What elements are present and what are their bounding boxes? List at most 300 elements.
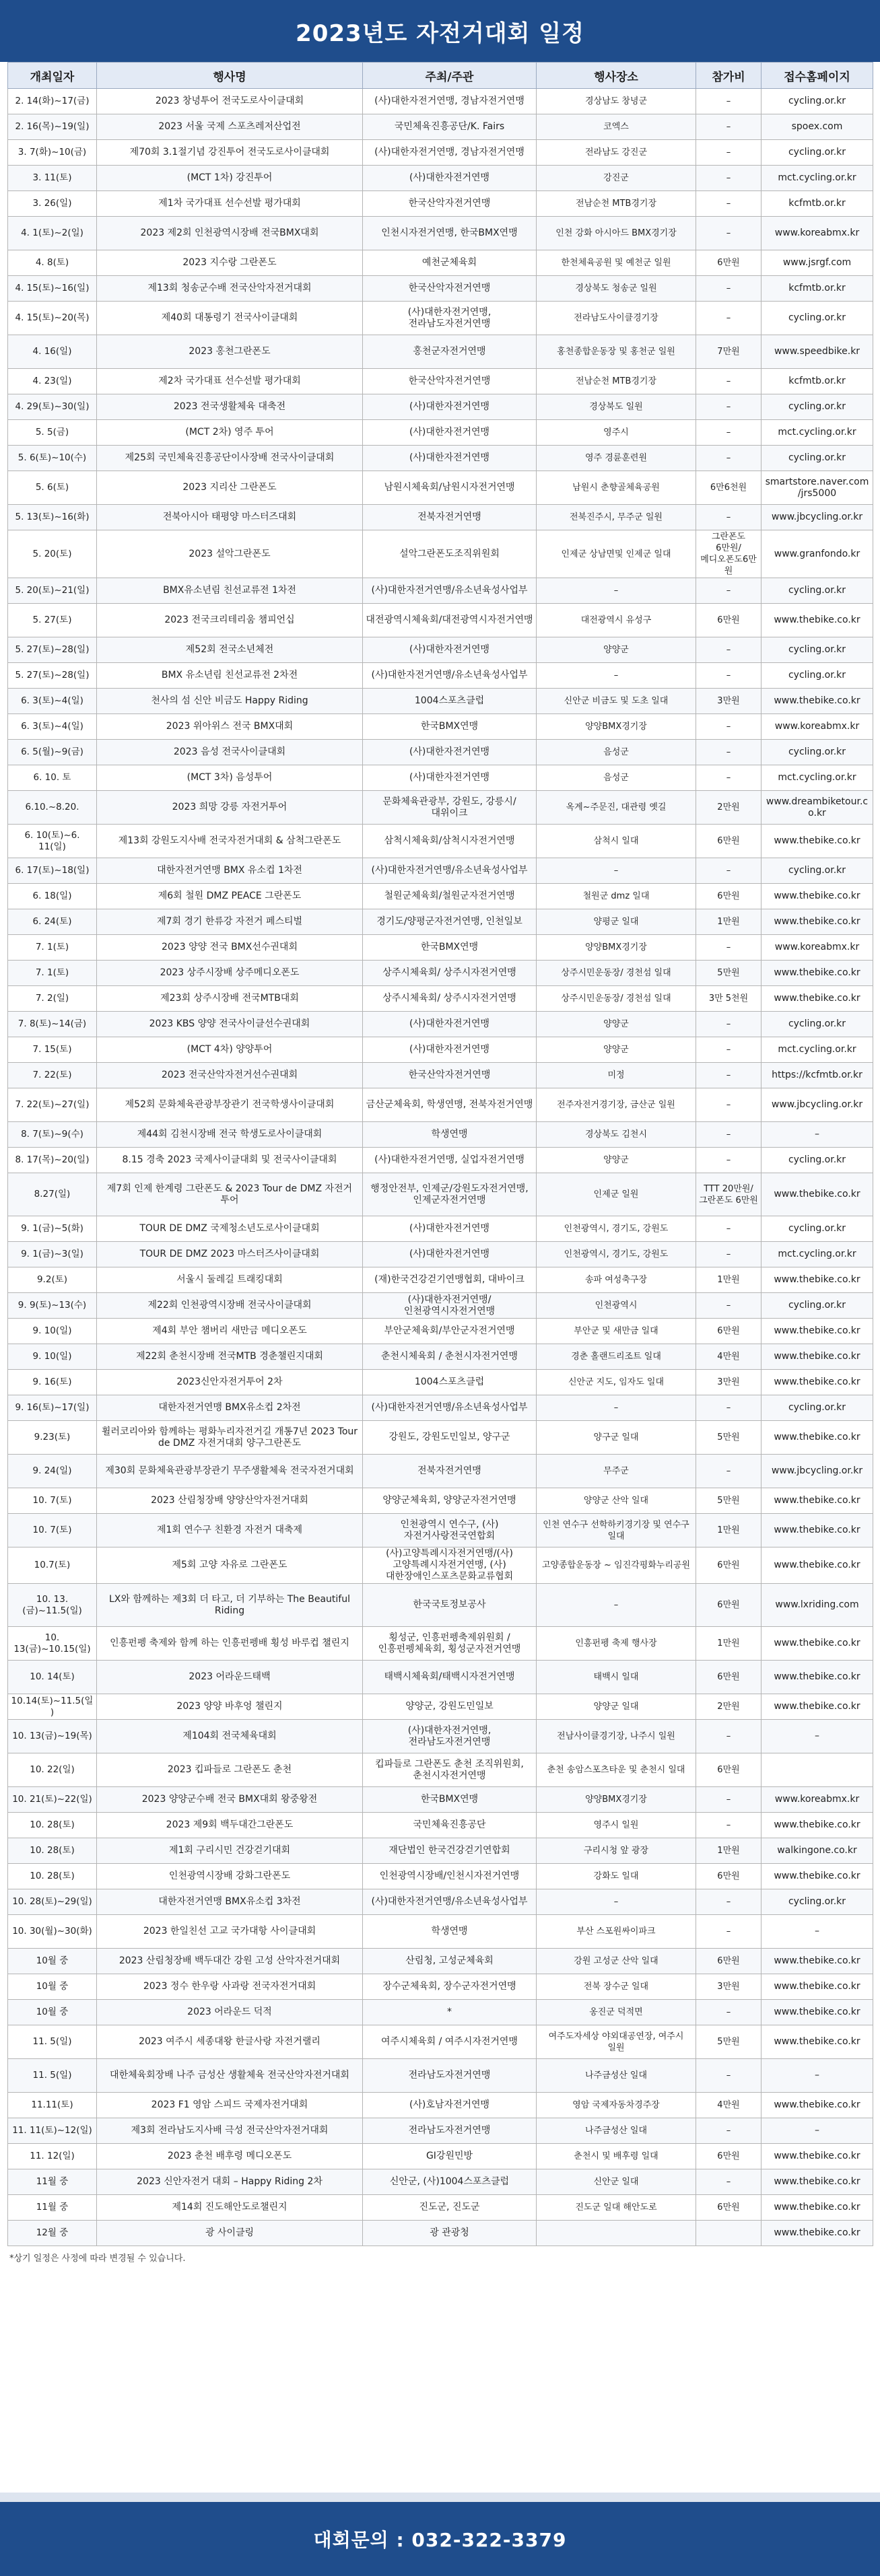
fee-cell: 5만원 [696, 2025, 761, 2059]
host-cell: (사)대한자전거연맹/유소년육성사업부 [363, 1395, 537, 1421]
date-cell: 9. 16(토)~17(일) [8, 1395, 97, 1421]
website-cell[interactable]: cycling.or.kr [761, 1216, 873, 1242]
table-row [8, 1547, 873, 1584]
website-cell[interactable]: www.thebike.co.kr [761, 1344, 873, 1370]
venue-cell: 부안군 및 새만금 일대 [537, 1319, 696, 1344]
venue-cell: 남원시 춘향골체육공원 [537, 471, 696, 505]
website-cell[interactable]: www.thebike.co.kr [761, 961, 873, 986]
table-row [8, 1122, 873, 1148]
venue-cell: 양양BMX경기장 [537, 1787, 696, 1813]
footnote: *상기 일정은 사정에 따라 변경될 수 있습니다. [9, 2254, 186, 2264]
table-row [8, 1216, 873, 1242]
website-cell[interactable]: www.thebike.co.kr [761, 2195, 873, 2221]
host-cell: 학생연맹 [363, 1122, 537, 1148]
website-cell[interactable]: www.thebike.co.kr [761, 2093, 873, 2118]
website-cell[interactable]: kcfmtb.or.kr [761, 276, 873, 302]
host-cell: 인천광역시장배/인천시자전거연맹 [363, 1864, 537, 1889]
event-name-cell: 제40회 대통령기 전국사이클대회 [97, 302, 363, 335]
date-cell: 6.10.~8.20. [8, 791, 97, 825]
venue-cell: 양양군 [537, 637, 696, 663]
table-row [8, 689, 873, 714]
event-name-cell: 제52회 전국소년체전 [97, 637, 363, 663]
website-cell[interactable]: mct.cycling.or.kr [761, 1037, 873, 1063]
host-cell: (사)대한자전거연맹/유소년육성사업부 [363, 578, 537, 604]
website-cell[interactable]: www.thebike.co.kr [761, 604, 873, 637]
date-cell: 6. 3(토)~4(일) [8, 714, 97, 740]
venue-cell: 전남순천 MTB경기장 [537, 369, 696, 394]
event-name-cell: 2023 희망 강릉 자전거투어 [97, 791, 363, 825]
fee-cell: – [696, 1242, 761, 1267]
website-cell[interactable]: www.jsrgf.com [761, 250, 873, 276]
host-cell: (사)대한자전거연맹 [363, 446, 537, 471]
event-name-cell: 2023 지수랑 그란폰도 [97, 250, 363, 276]
venue-cell: 대전광역시 유성구 [537, 604, 696, 637]
title-bar [0, 0, 880, 62]
event-name-cell: 2023 한일친선 고교 국가대항 사이클대회 [97, 1915, 363, 1949]
website-cell[interactable]: cycling.or.kr [761, 1293, 873, 1319]
website-cell[interactable]: mct.cycling.or.kr [761, 166, 873, 191]
event-name-cell: 천사의 섬 신안 비금도 Happy Riding [97, 689, 363, 714]
table-row [8, 2025, 873, 2059]
event-name-cell: 2023 양양 바후엉 챌린지 [97, 1694, 363, 1720]
venue-cell: 경상북도 김천시 [537, 1122, 696, 1148]
date-cell: 10월 중 [8, 2000, 97, 2025]
event-name-cell: 제70회 3.1절기념 강진투어 전국도로사이클대회 [97, 140, 363, 166]
table-row [8, 166, 873, 191]
website-cell[interactable]: cycling.or.kr [761, 637, 873, 663]
table-row [8, 791, 873, 825]
website-cell[interactable]: www.thebike.co.kr [761, 1173, 873, 1216]
date-cell: 10. 14(토) [8, 1661, 97, 1694]
table-row [8, 2059, 873, 2093]
fee-cell: 3만 5천원 [696, 986, 761, 1012]
table-row [8, 89, 873, 114]
table-row [8, 1088, 873, 1122]
date-cell: 10월 중 [8, 1974, 97, 2000]
website-cell[interactable]: cycling.or.kr [761, 663, 873, 689]
table-row [8, 140, 873, 166]
fee-cell: 5만원 [696, 1421, 761, 1455]
host-cell: 1004스포츠클럽 [363, 689, 537, 714]
event-name-cell: 2023신안자전거투어 2차 [97, 1370, 363, 1395]
host-cell: 예천군체육회 [363, 250, 537, 276]
event-name-cell: 2023 어라운드 덕적 [97, 2000, 363, 2025]
website-cell[interactable]: www.jbcycling.or.kr [761, 1455, 873, 1488]
date-cell: 7. 8(토)~14(금) [8, 1012, 97, 1037]
fee-cell: 5만원 [696, 1488, 761, 1514]
table-row [8, 1864, 873, 1889]
date-cell: 10. 28(토)~29(일) [8, 1889, 97, 1915]
fee-cell: – [696, 663, 761, 689]
fee-cell: 3만원 [696, 689, 761, 714]
event-name-cell: TOUR DE DMZ 국제청소년도로사이클대회 [97, 1216, 363, 1242]
event-name-cell: 2023 지리산 그란폰도 [97, 471, 363, 505]
table-row [8, 961, 873, 986]
website-cell[interactable]: www.koreabmx.kr [761, 217, 873, 250]
venue-cell: 나주금성산 일대 [537, 2059, 696, 2093]
venue-cell: 양양BMX경기장 [537, 935, 696, 961]
table-row [8, 1915, 873, 1949]
host-cell: 횡성군, 인흥펀펭축제위원회 / 인흥펀펭체육회, 횡성군자전거연맹 [363, 1627, 537, 1661]
table-row [8, 1584, 873, 1627]
fee-cell: 6만원 [696, 1949, 761, 1974]
fee-cell: – [696, 1915, 761, 1949]
venue-cell: 철원군 dmz 일대 [537, 884, 696, 909]
fee-cell: 6만원 [696, 825, 761, 858]
venue-cell: 양양군 일대 [537, 1694, 696, 1720]
host-cell: 한국국토정보공사 [363, 1584, 537, 1627]
date-cell: 4. 1(토)~2(일) [8, 217, 97, 250]
date-cell: 9. 1(금)~5(화) [8, 1216, 97, 1242]
date-cell: 9. 24(일) [8, 1455, 97, 1488]
date-cell: 5. 27(토) [8, 604, 97, 637]
event-name-cell: 인흥펀펭 축제와 함께 하는 인흥펀펭배 횡성 바루컵 챌린지 [97, 1627, 363, 1661]
event-name-cell: 제2차 국가대표 선수선발 평가대회 [97, 369, 363, 394]
table-row [8, 276, 873, 302]
website-cell[interactable]: cycling.or.kr [761, 578, 873, 604]
table-row [8, 1242, 873, 1267]
date-cell: 5. 20(토) [8, 530, 97, 578]
table-row [8, 1813, 873, 1838]
host-cell: 한국산악자전거연맹 [363, 191, 537, 217]
host-cell: (사)대한자전거연맹, 전라남도자전거연맹 [363, 302, 537, 335]
host-cell: (사)대한자전거연맹/인천광역시자전거연맹 [363, 1293, 537, 1319]
website-cell[interactable]: www.thebike.co.kr [761, 1547, 873, 1584]
event-name-cell: 2023 설악그란폰도 [97, 530, 363, 578]
venue-cell: 옥계~주문진, 대관령 옛길 [537, 791, 696, 825]
venue-cell [537, 2221, 696, 2246]
website-cell[interactable]: www.granfondo.kr [761, 530, 873, 578]
website-cell[interactable]: kcfmtb.or.kr [761, 369, 873, 394]
fee-cell: – [696, 505, 761, 530]
table-row [8, 1012, 873, 1037]
footer-divider [0, 2493, 880, 2502]
event-name-cell: 2023 신안자전거 대회 – Happy Riding 2차 [97, 2169, 363, 2195]
venue-cell: 양평군 일대 [537, 909, 696, 935]
event-name-cell: 2023 전국산악자전거선수권대회 [97, 1063, 363, 1088]
venue-cell: 상주시민운동장/ 경천섬 일대 [537, 986, 696, 1012]
website-cell[interactable]: cycling.or.kr [761, 394, 873, 420]
table-row [8, 935, 873, 961]
venue-cell: 영주 경륜훈련원 [537, 446, 696, 471]
date-cell: 11. 5(일) [8, 2059, 97, 2093]
date-cell: 3. 26(일) [8, 191, 97, 217]
event-name-cell: BMX 유소년림 친선교류전 2차전 [97, 663, 363, 689]
event-name-cell: LX와 함께하는 제3회 더 타고, 더 기부하는 The Beautiful Riding [97, 1584, 363, 1627]
website-cell[interactable]: www.thebike.co.kr [761, 2144, 873, 2169]
website-cell[interactable]: cycling.or.kr [761, 1148, 873, 1173]
host-cell: (사)대한자전거연맹 [363, 1037, 537, 1063]
date-cell: 5. 13(토)~16(화) [8, 505, 97, 530]
website-cell[interactable]: www.speedbike.kr [761, 335, 873, 369]
website-cell[interactable]: www.thebike.co.kr [761, 1267, 873, 1293]
event-name-cell: (MCT 3차) 음성투어 [97, 765, 363, 791]
host-cell: 한국산악자전거연맹 [363, 276, 537, 302]
fee-cell: – [696, 2169, 761, 2195]
fee-cell: – [696, 1216, 761, 1242]
table-body [8, 89, 873, 2246]
website-cell[interactable]: cycling.or.kr [761, 1395, 873, 1421]
venue-cell: – [537, 1395, 696, 1421]
fee-cell: – [696, 740, 761, 765]
date-cell: 11. 12(일) [8, 2144, 97, 2169]
website-cell[interactable]: – [761, 1122, 873, 1148]
venue-cell: 구리시청 앞 광장 [537, 1838, 696, 1864]
host-cell: 상주시체육회/ 상주시자전거연맹 [363, 961, 537, 986]
website-cell[interactable]: www.thebike.co.kr [761, 825, 873, 858]
fee-cell: 6만원 [696, 250, 761, 276]
venue-cell: 옹진군 덕적면 [537, 2000, 696, 2025]
host-cell: 장수군체육회, 장수군자전거연맹 [363, 1974, 537, 2000]
host-cell: (사)호남자전거연맹 [363, 2093, 537, 2118]
host-cell: 전라남도자전거연맹 [363, 2118, 537, 2144]
event-name-cell: 휠러코리아와 함께하는 평화누리자전거길 개통7년 2023 Tour de DMZ 자전거대회 양구그란폰도 [97, 1421, 363, 1455]
website-cell[interactable]: www.thebike.co.kr [761, 1627, 873, 1661]
fee-cell: 2만원 [696, 1694, 761, 1720]
table-row [8, 250, 873, 276]
fee-cell: – [696, 369, 761, 394]
venue-cell: 송파 여성축구장 [537, 1267, 696, 1293]
website-cell[interactable]: spoex.com [761, 114, 873, 140]
table-row [8, 909, 873, 935]
date-cell: 10. 21(토)~22(일) [8, 1787, 97, 1813]
venue-cell: – [537, 858, 696, 884]
column-header-venue: 행사장소 [537, 63, 696, 89]
table-row [8, 1293, 873, 1319]
website-cell[interactable]: www.thebike.co.kr [761, 1488, 873, 1514]
website-cell[interactable]: www.thebike.co.kr [761, 884, 873, 909]
column-header-event: 행사명 [97, 63, 363, 89]
fee-cell: TTT 20만원/그란폰도 6만원 [696, 1173, 761, 1216]
website-cell[interactable]: www.thebike.co.kr [761, 1421, 873, 1455]
event-name-cell: 2023 산림청장배 백두대간 강원 고성 산악자전거대회 [97, 1949, 363, 1974]
host-cell: 상주시체육회/ 상주시자전거연맹 [363, 986, 537, 1012]
website-cell[interactable]: www.dreambiketour.co.kr [761, 791, 873, 825]
website-cell[interactable]: www.thebike.co.kr [761, 1974, 873, 2000]
event-name-cell: 2023 춘천 배후령 메디오폰도 [97, 2144, 363, 2169]
venue-cell: 강원 고성군 산악 일대 [537, 1949, 696, 1974]
website-cell[interactable]: cycling.or.kr [761, 140, 873, 166]
date-cell: 4. 15(토)~16(일) [8, 276, 97, 302]
event-name-cell: 2023 창녕투어 전국도로사이클대회 [97, 89, 363, 114]
website-cell[interactable]: www.thebike.co.kr [761, 1694, 873, 1720]
website-cell[interactable]: – [761, 2059, 873, 2093]
website-cell[interactable]: walkingone.co.kr [761, 1838, 873, 1864]
table-row [8, 637, 873, 663]
table-row [8, 1319, 873, 1344]
venue-cell: 양구군 일대 [537, 1421, 696, 1455]
date-cell: 5. 5(금) [8, 420, 97, 446]
venue-cell: 전주자전거경기장, 금산군 일원 [537, 1088, 696, 1122]
date-cell: 5. 6(토) [8, 471, 97, 505]
website-cell[interactable]: www.thebike.co.kr [761, 689, 873, 714]
website-cell[interactable]: www.thebike.co.kr [761, 1864, 873, 1889]
venue-cell: 전남순천 MTB경기장 [537, 191, 696, 217]
website-cell[interactable]: www.thebike.co.kr [761, 1370, 873, 1395]
host-cell: 신안군, (사)1004스포츠클럽 [363, 2169, 537, 2195]
website-cell[interactable]: – [761, 1720, 873, 1753]
fee-cell: – [696, 2059, 761, 2093]
table-row [8, 1395, 873, 1421]
date-cell: 7. 1(토) [8, 935, 97, 961]
fee-cell: 6만원 [696, 1584, 761, 1627]
website-cell[interactable]: cycling.or.kr [761, 740, 873, 765]
event-name-cell: 제13회 강원도지사배 전국자전거대회 & 삼척그란폰도 [97, 825, 363, 858]
website-cell[interactable]: cycling.or.kr [761, 858, 873, 884]
website-cell[interactable]: www.thebike.co.kr [761, 2025, 873, 2059]
event-name-cell: 2023 서울 국제 스포츠레저산업전 [97, 114, 363, 140]
event-name-cell: 2023 홍천그란폰도 [97, 335, 363, 369]
date-cell: 9. 16(토) [8, 1370, 97, 1395]
venue-cell: 인제군 상남면및 인제군 일대 [537, 530, 696, 578]
website-cell[interactable]: www.koreabmx.kr [761, 1787, 873, 1813]
fee-cell: – [696, 1148, 761, 1173]
table-row [8, 825, 873, 858]
date-cell: 10. 30(월)~30(화) [8, 1915, 97, 1949]
website-cell[interactable]: cycling.or.kr [761, 89, 873, 114]
website-cell[interactable]: www.jbcycling.or.kr [761, 1088, 873, 1122]
table-row [8, 1514, 873, 1547]
website-cell[interactable]: www.thebike.co.kr [761, 909, 873, 935]
table-row [8, 1949, 873, 1974]
host-cell: 양양군체육회, 양양군자전거연맹 [363, 1488, 537, 1514]
fee-cell: 7만원 [696, 335, 761, 369]
table-row [8, 2144, 873, 2169]
event-name-cell: 제13회 청송군수배 전국산악자전거대회 [97, 276, 363, 302]
venue-cell: 코엑스 [537, 114, 696, 140]
table-row [8, 1063, 873, 1088]
website-cell[interactable] [761, 1753, 873, 1787]
date-cell: 3. 11(토) [8, 166, 97, 191]
fee-cell: 2만원 [696, 791, 761, 825]
venue-cell: – [537, 578, 696, 604]
contact-footer [0, 2502, 880, 2576]
date-cell: 8. 17(목)~20(일) [8, 1148, 97, 1173]
host-cell: 양양군, 강원도민일보 [363, 1694, 537, 1720]
website-cell[interactable]: cycling.or.kr [761, 1012, 873, 1037]
venue-cell: 경상북도 일원 [537, 394, 696, 420]
venue-cell: 강화도 일대 [537, 1864, 696, 1889]
table-row [8, 1488, 873, 1514]
website-cell[interactable]: cycling.or.kr [761, 446, 873, 471]
host-cell: * [363, 2000, 537, 2025]
event-name-cell: 8.15 경축 2023 국제사이클대회 및 전국사이클대회 [97, 1148, 363, 1173]
date-cell: 10. 13(금)~10.15(일) [8, 1627, 97, 1661]
host-cell: 여주시체육회 / 여주시자전거연맹 [363, 2025, 537, 2059]
host-cell: 한국BMX연맹 [363, 1787, 537, 1813]
website-cell[interactable]: kcfmtb.or.kr [761, 191, 873, 217]
host-cell: 한국BMX연맹 [363, 714, 537, 740]
date-cell: 10. 28(토) [8, 1864, 97, 1889]
table-row [8, 1455, 873, 1488]
website-cell[interactable]: www.thebike.co.kr [761, 1514, 873, 1547]
website-cell[interactable]: mct.cycling.or.kr [761, 765, 873, 791]
venue-cell: 양양BMX경기장 [537, 714, 696, 740]
date-cell: 4. 29(토)~30(일) [8, 394, 97, 420]
date-cell: 9. 9(토)~13(수) [8, 1293, 97, 1319]
fee-cell: 5만원 [696, 961, 761, 986]
table-row [8, 604, 873, 637]
event-name-cell: 제7회 경기 한류강 자전거 페스티벌 [97, 909, 363, 935]
fee-cell: 6만원 [696, 1319, 761, 1344]
fee-cell: – [696, 714, 761, 740]
host-cell: (재)한국건강걷기연맹협회, 대바이크 [363, 1267, 537, 1293]
website-cell[interactable]: www.thebike.co.kr [761, 2169, 873, 2195]
column-header-fee: 참가비 [696, 63, 761, 89]
fee-cell: – [696, 1813, 761, 1838]
date-cell: 6. 10(토)~6. 11(일) [8, 825, 97, 858]
table-row [8, 335, 873, 369]
date-cell: 4. 8(토) [8, 250, 97, 276]
website-cell[interactable]: www.jbcycling.or.kr [761, 505, 873, 530]
date-cell: 10. 28(토) [8, 1838, 97, 1864]
event-name-cell: 인천광역시장배 강화그란폰도 [97, 1864, 363, 1889]
table-row [8, 1344, 873, 1370]
website-cell[interactable]: www.koreabmx.kr [761, 714, 873, 740]
venue-cell: 신안군 일대 [537, 2169, 696, 2195]
website-cell[interactable]: – [761, 1915, 873, 1949]
date-cell: 5. 6(토)~10(수) [8, 446, 97, 471]
website-cell[interactable]: www.thebike.co.kr [761, 986, 873, 1012]
website-cell[interactable]: www.thebike.co.kr [761, 2000, 873, 2025]
table-row [8, 505, 873, 530]
event-name-cell: 대한자전거연맹 BMX 유소컵 1차전 [97, 858, 363, 884]
table-row [8, 1694, 873, 1720]
event-name-cell: 제7회 인제 한계령 그란폰도 & 2023 Tour de DMZ 자전거 투어 [97, 1173, 363, 1216]
website-cell[interactable]: – [761, 2118, 873, 2144]
event-name-cell: 광 사이클링 [97, 2221, 363, 2246]
host-cell: 광 관광청 [363, 2221, 537, 2246]
venue-cell: 여주도자세상 야외대공연장, 여주시 일원 [537, 2025, 696, 2059]
fee-cell: – [696, 114, 761, 140]
date-cell: 5. 27(토)~28(일) [8, 663, 97, 689]
website-cell[interactable]: cycling.or.kr [761, 302, 873, 335]
date-cell: 7. 15(토) [8, 1037, 97, 1063]
event-name-cell: 제52회 문화체육관광부장관기 전국학생사이클대회 [97, 1088, 363, 1122]
website-cell[interactable]: cycling.or.kr [761, 1889, 873, 1915]
venue-cell: 양양군 [537, 1037, 696, 1063]
website-cell[interactable]: www.thebike.co.kr [761, 1813, 873, 1838]
host-cell: GI강원민방 [363, 2144, 537, 2169]
website-cell[interactable]: www.lxriding.com [761, 1584, 873, 1627]
fee-cell: 6만원 [696, 1753, 761, 1787]
table-row [8, 191, 873, 217]
fee-cell: – [696, 637, 761, 663]
website-cell[interactable]: www.thebike.co.kr [761, 1949, 873, 1974]
date-cell: 2. 14(화)~17(금) [8, 89, 97, 114]
website-cell[interactable]: mct.cycling.or.kr [761, 1242, 873, 1267]
website-cell[interactable]: www.thebike.co.kr [761, 1319, 873, 1344]
event-name-cell: 2023 상주시장배 상주메디오폰도 [97, 961, 363, 986]
event-name-cell: 2023 여주시 세종대왕 한글사랑 자전거랠리 [97, 2025, 363, 2059]
date-cell: 10. 22(일) [8, 1753, 97, 1787]
date-cell: 5. 27(토)~28(일) [8, 637, 97, 663]
website-cell[interactable]: smartstore.naver.com/jrs5000 [761, 471, 873, 505]
fee-cell: – [696, 2118, 761, 2144]
website-cell[interactable]: www.thebike.co.kr [761, 1661, 873, 1694]
website-cell[interactable]: mct.cycling.or.kr [761, 420, 873, 446]
date-cell: 7. 22(토)~27(일) [8, 1088, 97, 1122]
event-name-cell: 2023 위아위스 전국 BMX대회 [97, 714, 363, 740]
event-name-cell: 제22회 인천광역시장배 전국사이클대회 [97, 1293, 363, 1319]
date-cell: 11. 5(일) [8, 2025, 97, 2059]
fee-cell: – [696, 2000, 761, 2025]
website-cell[interactable]: www.thebike.co.kr [761, 2221, 873, 2246]
fee-cell: – [696, 302, 761, 335]
event-name-cell: 대한자전거연맹 BMX유소컵 2차전 [97, 1395, 363, 1421]
website-cell[interactable]: www.koreabmx.kr [761, 935, 873, 961]
website-cell[interactable]: https://kcfmtb.or.kr [761, 1063, 873, 1088]
